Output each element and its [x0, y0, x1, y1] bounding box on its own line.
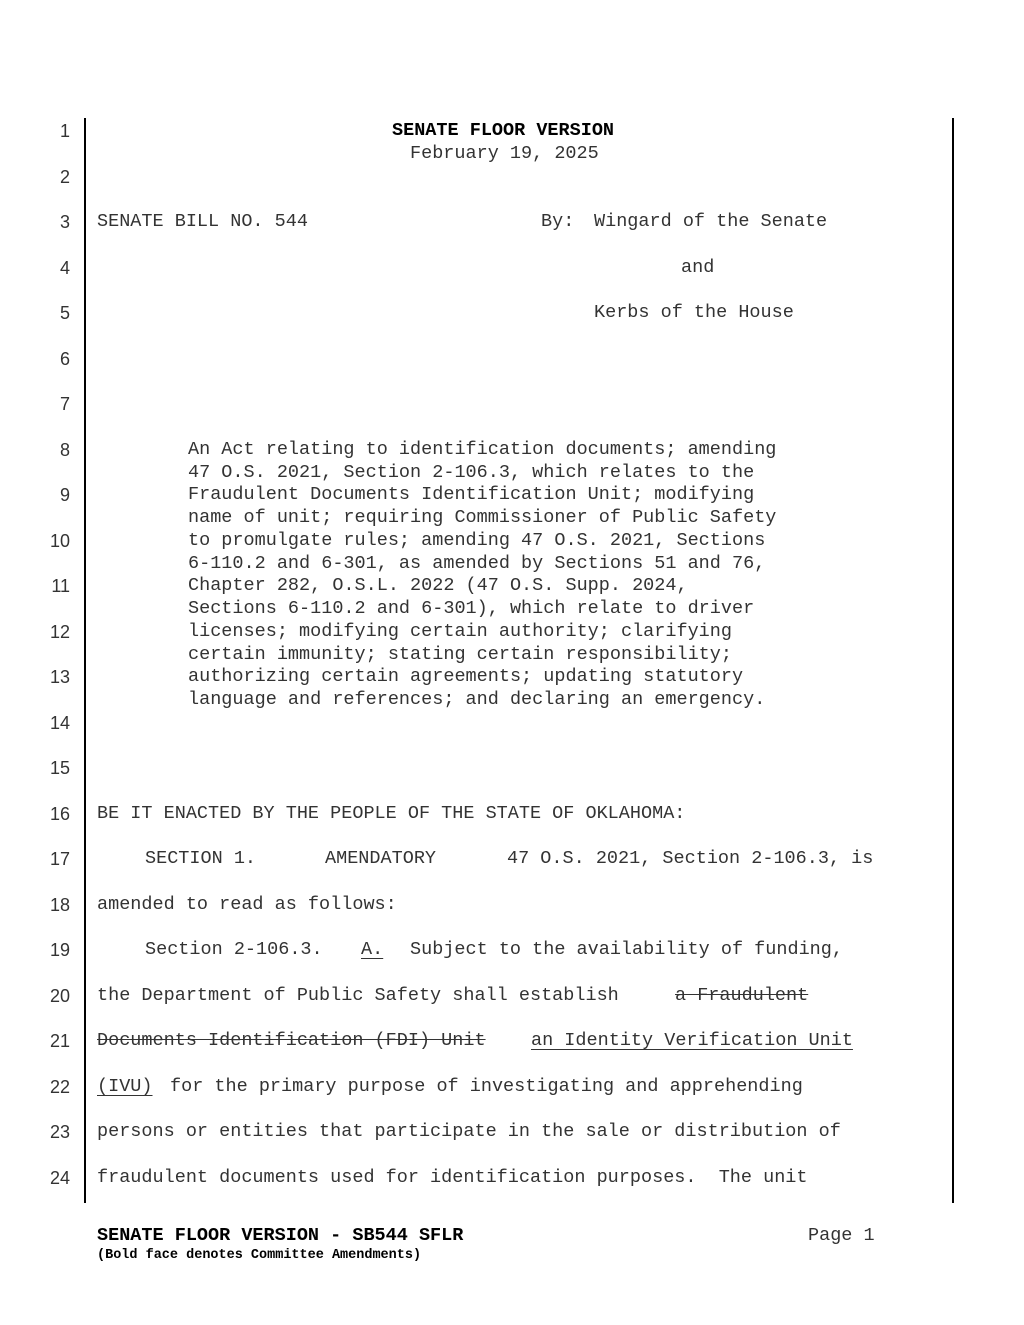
title-line: to promulgate rules; amending 47 O.S. 2021, Sections [188, 530, 766, 551]
title-line: licenses; modifying certain authority; clarifying [188, 621, 732, 642]
line-number: 11 [51, 576, 70, 596]
line-number: 15 [49, 758, 70, 778]
amended-text: amended to read as follows: [97, 894, 397, 915]
inserted-text: (IVU) [97, 1076, 153, 1097]
amendatory-label: AMENDATORY [325, 848, 437, 869]
line-number: 17 [49, 849, 70, 869]
footer-page-number: Page 1 [808, 1225, 875, 1246]
line-number: 10 [49, 531, 70, 551]
title-line: Chapter 282, O.S.L. 2022 (47 O.S. Supp. 2024, [188, 575, 688, 596]
body-text: persons or entities that participate in the sale or distribution of [97, 1121, 841, 1142]
title-line: certain immunity; stating certain responsibility; [188, 644, 732, 665]
bill-number: SENATE BILL NO. 544 [97, 211, 308, 232]
section-heading: Section 2-106.3. [145, 939, 323, 960]
line-number: 14 [49, 713, 70, 733]
line-number: 20 [49, 986, 70, 1006]
footer-version: SENATE FLOOR VERSION - SB544 SFLR [97, 1225, 464, 1246]
body-text: for the primary purpose of investigating and apprehending [170, 1076, 803, 1097]
body-text: Subject to the availability of funding, [410, 939, 843, 960]
title-line: Fraudulent Documents Identification Unit; modifying [188, 484, 755, 505]
body-text: fraudulent documents used for identification purposes. The unit [97, 1167, 808, 1188]
line-number: 18 [49, 895, 70, 915]
line-number: 24 [49, 1168, 70, 1188]
line-number: 8 [59, 440, 70, 460]
line-number: 1 [59, 121, 70, 141]
title-line: 6-110.2 and 6-301, as amended by Sections 51 and 76, [188, 553, 766, 574]
document-title: SENATE FLOOR VERSION [392, 120, 615, 141]
line-number: 6 [59, 349, 70, 369]
senate-author: Wingard of the Senate [594, 211, 828, 232]
body-text: the Department of Public Safety shall establish [97, 985, 619, 1006]
inserted-text: an Identity Verification Unit [531, 1030, 853, 1051]
left-margin-rule [84, 118, 86, 1203]
deleted-text: Documents Identification (FDI) Unit [97, 1030, 486, 1051]
line-number: 5 [59, 303, 70, 323]
right-margin-rule [952, 118, 954, 1203]
line-number: 16 [49, 804, 70, 824]
line-number: 21 [49, 1031, 70, 1051]
title-line: authorizing certain agreements; updating statutory [188, 666, 744, 687]
house-author: Kerbs of the House [594, 302, 794, 323]
line-number: 3 [59, 212, 70, 232]
line-number: 12 [49, 622, 70, 642]
section-citation: 47 O.S. 2021, Section 2-106.3, is [507, 848, 874, 869]
and-label: and [681, 257, 715, 278]
title-line: 47 O.S. 2021, Section 2-106.3, which relates to the [188, 462, 755, 483]
enacting-clause: BE IT ENACTED BY THE PEOPLE OF THE STATE OF OKLAHOMA: [97, 803, 686, 824]
title-line: language and references; and declaring an emergency. [188, 689, 766, 710]
title-line: An Act relating to identification documents; amending [188, 439, 777, 460]
title-line: name of unit; requiring Commissioner of Public Safety [188, 507, 777, 528]
line-number: 13 [49, 667, 70, 687]
document-date: February 19, 2025 [410, 143, 599, 164]
line-number: 22 [49, 1077, 70, 1097]
line-number: 2 [59, 167, 70, 187]
line-number: 9 [59, 485, 70, 505]
line-number: 4 [59, 258, 70, 278]
by-label: By: [541, 211, 575, 232]
subsection-a-inserted: A. [361, 939, 384, 960]
line-number: 19 [49, 940, 70, 960]
section-label: SECTION 1. [145, 848, 257, 869]
line-number: 23 [49, 1122, 70, 1142]
footer-note: (Bold face denotes Committee Amendments) [97, 1248, 422, 1263]
title-line: Sections 6-110.2 and 6-301), which relate to driver [188, 598, 755, 619]
deleted-text: a Fraudulent [675, 985, 809, 1006]
line-number: 7 [59, 394, 70, 414]
